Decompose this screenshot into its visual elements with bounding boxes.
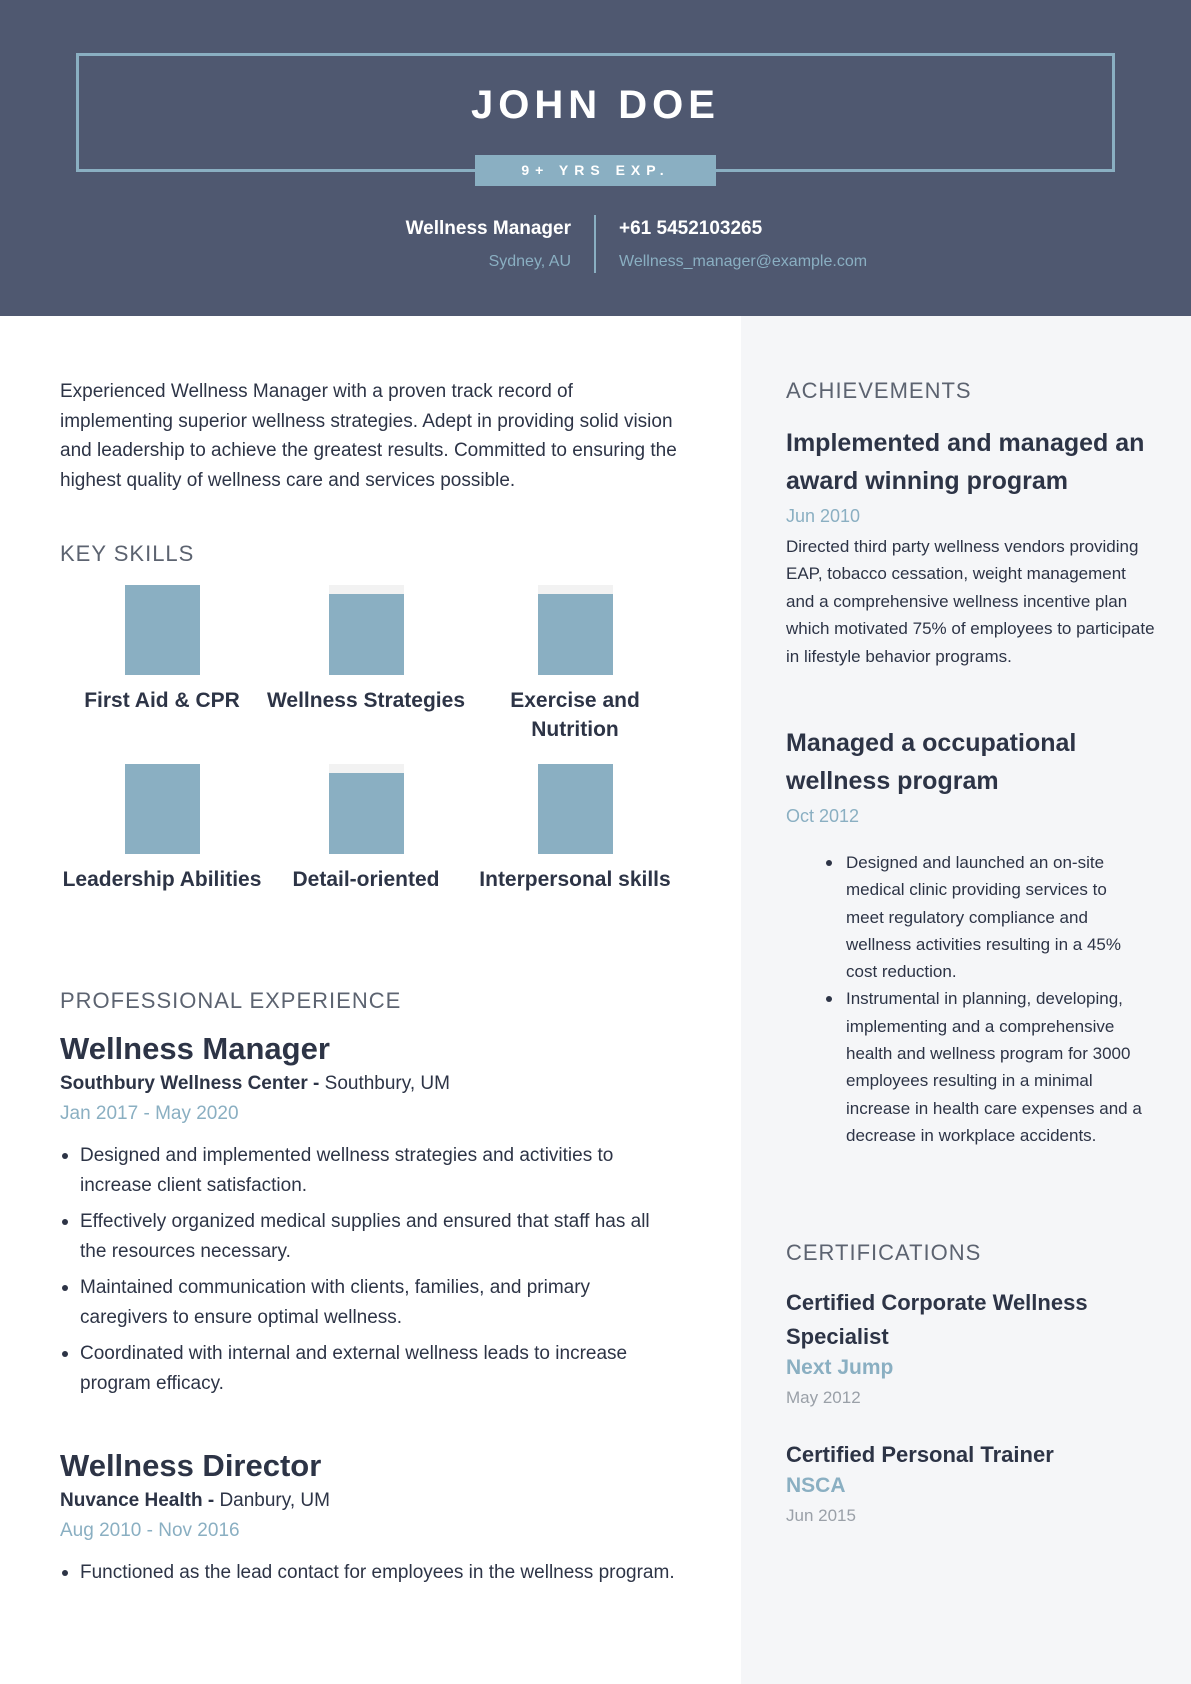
job-bullets <box>60 1558 680 1588</box>
skill-label: First Aid & CPR <box>84 689 240 712</box>
location: Sydney, AU <box>488 253 571 270</box>
experience-heading: PROFESSIONAL EXPERIENCE <box>60 988 402 1013</box>
skill-label: Wellness Strategies <box>266 689 466 712</box>
job-title: Wellness Manager <box>405 218 571 239</box>
achievement-title: Implemented and managed an award winning program <box>786 429 1145 495</box>
bullet: Instrumental in planning, developing, implementing and a comprehensive health and wellness program for 3000 employees resulting in a minimal increase in health care expenses and a decrease in workplace accidents. <box>824 985 1144 1149</box>
bullet: Maintained communication with clients, families, and primary caregivers to ensure optimal wellness. <box>60 1273 680 1332</box>
skill-item <box>62 585 262 715</box>
skill-level-fill <box>329 594 404 675</box>
skill-level-bar <box>125 585 200 675</box>
skill-label: Leadership Abilities <box>62 868 262 891</box>
certification-date: May 2012 <box>786 1388 861 1407</box>
skill-item <box>475 585 675 744</box>
certification-organization: NSCA <box>786 1474 846 1497</box>
header-divider <box>594 215 596 273</box>
achievement-date: Oct 2012 <box>786 806 860 826</box>
company-location: Danbury, UM <box>219 1490 330 1511</box>
company-name: Southbury Wellness Center - <box>60 1073 320 1094</box>
skill-level-bar <box>329 585 404 675</box>
certification-organization: Next Jump <box>786 1356 894 1379</box>
achievement-description: Directed third party wellness vendors providing EAP, tobacco cessation, weight management and a comprehensive wellness incentive plan which motivated 75% of employees to participate in lifestyle behavior programs. <box>786 537 1155 666</box>
candidate-name: JOHN DOE <box>471 83 720 127</box>
job-company <box>60 1073 680 1095</box>
skill-level-fill <box>125 764 200 854</box>
certification-title: Certified Corporate Wellness Specialist <box>786 1290 1088 1349</box>
bullet: Effectively organized medical supplies and ensured that staff has all the resources necessary. <box>60 1207 680 1266</box>
company-location: Southbury, UM <box>324 1073 450 1094</box>
skill-item <box>266 585 466 715</box>
certification-title: Certified Personal Trainer <box>786 1442 1054 1467</box>
summary: Experienced Wellness Manager with a proven track record of implementing superior wellness strategies. Adept in providing solid vision and leadership to achieve the greatest results. Committed to ensuring the highest quality of wellness care and services possible. <box>60 381 677 491</box>
skill-label: Exercise and Nutrition <box>510 689 640 741</box>
resume-header <box>0 0 1191 316</box>
skill-level-bar <box>329 764 404 854</box>
job-company <box>60 1490 680 1512</box>
achievement <box>786 724 1156 1149</box>
job-title: Wellness Manager <box>60 1031 330 1066</box>
skill-level-fill <box>125 585 200 675</box>
achievement-date: Jun 2010 <box>786 506 861 526</box>
skill-item <box>266 764 466 894</box>
skills-heading: KEY SKILLS <box>60 541 195 566</box>
phone: +61 5452103265 <box>619 218 763 239</box>
skill-level-fill <box>538 594 613 675</box>
skill-level-fill <box>329 773 404 854</box>
job-entry <box>60 1448 680 1595</box>
job-entry <box>60 1031 680 1405</box>
skill-level-bar <box>538 585 613 675</box>
bullet: Functioned as the lead contact for employees in the wellness program. <box>60 1558 680 1588</box>
certification <box>786 1286 1116 1408</box>
bullet: Designed and launched an on-site medical clinic providing services to meet regulatory compliance and wellness activities resulting in a 45% cost reduction. <box>824 849 1144 985</box>
skill-label: Detail-oriented <box>292 868 440 891</box>
company-name: Nuvance Health - <box>60 1490 215 1511</box>
certification <box>786 1438 1116 1526</box>
achievement <box>786 424 1156 670</box>
bullet: Coordinated with internal and external wellness leads to increase program efficacy. <box>60 1339 680 1398</box>
skill-label: Interpersonal skills <box>479 868 671 891</box>
bullet: Designed and implemented wellness strategies and activities to increase client satisfaction. <box>60 1141 680 1200</box>
skill-level-bar <box>125 764 200 854</box>
achievements-heading: ACHIEVEMENTS <box>786 378 972 403</box>
skill-level-bar <box>538 764 613 854</box>
skill-item <box>475 764 675 894</box>
job-dates: Jan 2017 - May 2020 <box>60 1103 239 1124</box>
email-link[interactable]: Wellness_manager@example.com <box>619 253 868 270</box>
certification-date: Jun 2015 <box>786 1506 856 1525</box>
job-dates: Aug 2010 - Nov 2016 <box>60 1520 240 1541</box>
certifications-heading: CERTIFICATIONS <box>786 1240 982 1265</box>
skill-item <box>62 764 262 894</box>
experience-badge: 9+ YRS EXP. <box>475 155 716 186</box>
skill-level-fill <box>538 764 613 854</box>
job-title: Wellness Director <box>60 1448 322 1483</box>
achievement-title: Managed a occupational wellness program <box>786 729 1077 795</box>
job-bullets <box>60 1141 680 1398</box>
achievement-bullets <box>824 849 1144 1149</box>
